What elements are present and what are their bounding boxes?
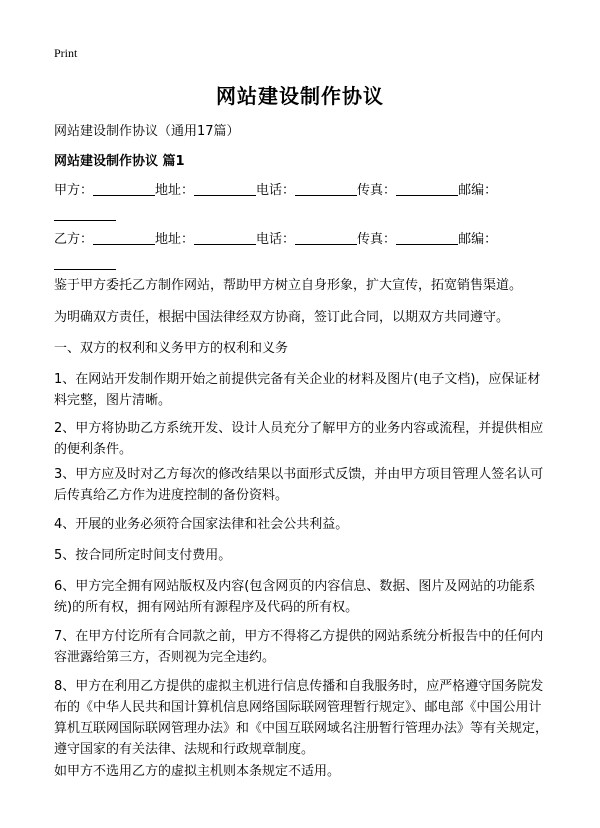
print-label[interactable]: Print: [54, 46, 78, 60]
party-b-blank: [93, 230, 155, 245]
document-subtitle: 网站建设制作协议（通用17篇）: [54, 124, 240, 139]
party-b-zip-label: 邮编：: [458, 232, 498, 247]
party-a-phone-blank: [295, 181, 357, 196]
party-a-address-label: 地址：: [155, 183, 195, 198]
party-a-phone-label: 电话：: [256, 183, 296, 198]
paragraph: 4、开展的业务必须符合国家法律和社会公共利益。: [54, 517, 349, 532]
party-a-label: 甲方：: [54, 183, 94, 198]
party-a-zip-label: 邮编：: [458, 183, 498, 198]
paragraph: 3、甲方应及时对乙方每次的修改结果以书面形式反馈，并由甲方项目管理人签名认可后传真给乙方作为进度控制的备份资料。: [54, 467, 544, 503]
paragraph: 5、按合同所定时间支付费用。: [54, 548, 232, 563]
paragraph: 如甲方不选用乙方的虚拟主机则本条规定不适用。: [54, 764, 341, 779]
party-b-line: [54, 227, 497, 277]
paragraph: 一、双方的权利和义务甲方的权利和义务: [54, 341, 289, 356]
party-b-phone-label: 电话：: [256, 232, 296, 247]
party-a-line: [54, 178, 497, 228]
document-title: 网站建设制作协议: [216, 84, 384, 108]
party-b-fax-blank: [396, 230, 458, 245]
party-b-address-blank: [194, 230, 256, 245]
party-a-blank: [93, 181, 155, 196]
section-title: 网站建设制作协议 篇1: [54, 154, 185, 169]
paragraph: 6、甲方完全拥有网站版权及内容(包含网页的内容信息、数据、图片及网站的功能系统)的所有权，拥有网站所有源程序及代码的所有权。: [54, 579, 536, 615]
paragraph: 1、在网站开发制作期开始之前提供完备有关企业的材料及图片(电子文档)，应保证材料完整，图片清晰。: [54, 372, 541, 408]
party-b-address-label: 地址：: [155, 232, 195, 247]
paragraph: 2、甲方将协助乙方系统开发、设计人员充分了解甲方的业务内容或流程，并提供相应的便利条件。: [54, 421, 544, 457]
party-b-zip-blank: [54, 255, 116, 270]
paragraph: 7、在甲方付讫所有合同款之前，甲方不得将乙方提供的网站系统分析报告中的任何内容泄露给第三方，否则视为完全违约。: [54, 629, 544, 665]
party-b-phone-blank: [295, 230, 357, 245]
party-b-label: 乙方：: [54, 232, 94, 247]
party-a-address-blank: [194, 181, 256, 196]
party-b-fax-label: 传真：: [357, 232, 397, 247]
paragraph: 鉴于甲方委托乙方制作网站，帮助甲方树立自身形象，扩大宣传，拓宽销售渠道。: [54, 278, 523, 293]
party-a-zip-blank: [54, 206, 116, 221]
paragraph: 为明确双方责任，根据中国法律经双方协商，签订此合同，以期双方共同遵守。: [54, 310, 510, 325]
party-a-fax-label: 传真：: [357, 183, 397, 198]
paragraph: 8、甲方在利用乙方提供的虚拟主机进行信息传播和自我服务时，应严格遵守国务院发布的《中华人民共和国计算机信息网络国际联网管理暂行规定》、邮电部《中国公用计算机互联网国际联网管理办法》和《中国互联网域名注册暂行管理办法》等有关规定，遵守国家的有关法律、法规和行政规章制度。: [54, 679, 549, 757]
party-a-fax-blank: [396, 181, 458, 196]
